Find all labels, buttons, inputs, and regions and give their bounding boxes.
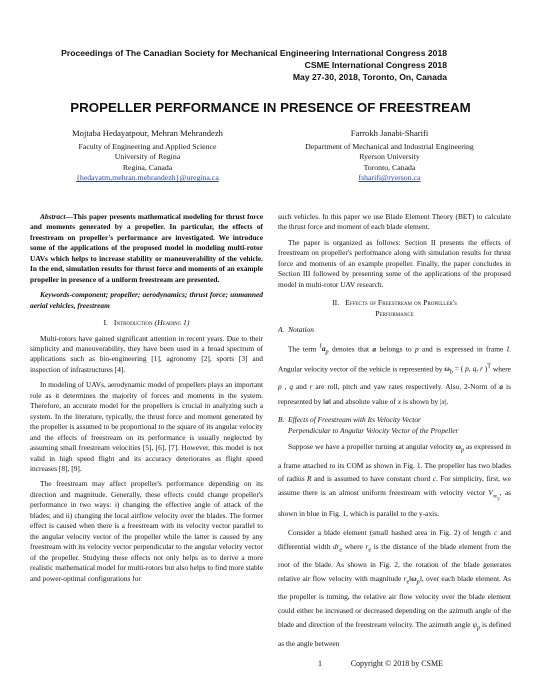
left-column [30, 212, 263, 584]
paper-title: PROPELLER PERFORMANCE IN PRESENCE OF FREESTREAM [70, 100, 471, 115]
author-department: Faculty of Engineering and Applied Science [78, 141, 217, 151]
blade-element-paragraph: Consider a blade element (small hashed area in Fig. 2) of length c and differential width $dr_e$ where $r_e$ is the distance of the blade element from the root of the blade. As shown in Fig. 2, the rotation of the blade generates relative air flow velocity with magnitude $r_e‖\omega_p‖$, over each blade element. As the propeller is turning, the relative air flow velocity over the blade element could either be increased or decreased depending on the azimuth angle of the blade and direction of the freestream velocity. The azimuth angle $\psi_p$ is defined as the angle between [278, 527, 511, 648]
author-city: Toronto, Canada [363, 162, 416, 172]
notation-paragraph: The term $^Ia_p$ denotes that a belongs to p and is expressed in frame I. Angular velocity vector of the vehicle is represented by $\omega_b$ = ( p, q, r )$^T$ where p , q and r are roll, pitch and yaw rates respectively. Also, 2-Norm of a is represented by ‖a‖ and absolute value of x is shown by |x|. [278, 343, 511, 406]
author-email-link[interactable]: {hedayatm,mehran.mehrandezh}@uregina.ca [76, 173, 219, 183]
right-column [278, 212, 511, 650]
keywords: Keywords-component; propeller; aerodynamics; thrust force; unmanned aerial vehicles, freestream [30, 290, 263, 310]
author-university: Ryerson University [359, 152, 420, 162]
date-location-line: May 27-30, 2018, Toronto, On, Canada [292, 72, 447, 82]
freestream-paragraph: Suppose we have a propeller turning at angular velocity $\omega_p$ as expressed in a frame attached to its COM as shown in Fig. 1. The propeller has two blades of radius R and is assumed to have constant chord c. For simplicity, first, we assume there is an almost uniform freestream with velocity vector $V_{\infty_y}$, as shown in blue in Fig. 1, which is parallel to the y-axis. [278, 442, 511, 518]
abstract [30, 212, 263, 285]
abstract-label: Abstract [40, 212, 66, 221]
page-number: 1 [318, 659, 322, 668]
subsection-heading-freestream: B. Effects of Freestream with Its Velocity Vector Perpendicular to Angular Velocity Vector of the Propeller [278, 415, 459, 435]
author-email-link[interactable]: fsharifi@ryerson.ca [358, 173, 421, 183]
intro-paragraph-continued: such vehicles. In this paper we use Blade Element Theory (BET) to calculate the thrust force and moment of each blade element. [278, 212, 511, 232]
author-department: Department of Mechanical and Industrial Engineering [305, 141, 474, 151]
organization-paragraph: The paper is organized as follows: Section II presents the effects of freestream on propeller's performance along with simulation results for thrust force and moments of an example propeller. Finally, the paper concludes in Section III followed by presenting some of the applications of the proposed model in multi-rotor UAV research. [278, 237, 511, 289]
congress-line: CSME International Congress 2018 [304, 60, 447, 70]
math-term: $^Ia_p$ [319, 343, 329, 356]
intro-paragraph: Multi-rotors have gained significant attention in recent years. Due to their simplicity and maneuverability, they have been used in a broad spectrum of applications such as bio-engineering [1], agronomy [2], sports [3] and inspection of infrastructures [4]. [30, 333, 263, 374]
author-block-right [272, 128, 507, 184]
math-omega-definition: $\omega_b$ = ( p, q, r )$^T$ [444, 363, 492, 376]
intro-paragraph: In modeling of UAVs, aerodynamic model of propellers plays an important role as it determines the majority of forces and moments in the system. Therefore, an accurate model for the propellers is crucial in analyzing such a system. In the literature, typically, the thrust force and moment generated by the propeller is assumed to be proportional to the square of its angular velocity and the effects of freestream on its performance is usually neglected by assuming small freestream velocities [5], [6], [7]. However, this model is not valid in high speed flight and its accuracy deteriorates as flight speed increases [8], [9]. [30, 380, 263, 473]
intro-paragraph: The freestream may affect propeller's performance depending on its direction and magnitude. Generally, these effects could change propeller's performance in two ways: i) changing the effective angle of attack of the blades; and ii) changing the local airflow velocity over the blades. The former effect is caused when there is a freestream with its velocity vector parallel to the angular velocity vector of the propeller while the latter is caused by any freestream with its velocity vector perpendicular to the angular velocity vector of the propeller. Studying these effects not only helps us to derive a more realistic mathematical model for multi-rotors but also helps to find more stable and power-optimal configurations for [30, 479, 263, 583]
author-names: Mojtaba Hedayatpour, Mehran Mehrandezh [72, 128, 223, 138]
conference-header [61, 47, 447, 83]
proceedings-line: Proceedings of The Canadian Society for Mechanical Engineering International Congress 2018 [61, 48, 447, 58]
author-university: University of Regina [114, 152, 181, 162]
author-names: Farrokh Janabi-Sharifi [350, 128, 429, 138]
subsection-heading-notation: A. Notation [278, 325, 314, 335]
section-heading-introduction: I. Introduction (Heading 1) [103, 318, 190, 328]
author-block-left [30, 128, 265, 184]
copyright-notice: Copyright © 2018 by CSME [350, 659, 443, 668]
section-heading-effects: II. Effects of Freestream on Propeller's Performance [332, 298, 457, 319]
abstract-text: —This paper presents mathematical modeling for thrust force and moments generated by a propeller. In particular, the effects of freestream on propeller's performance are investigated. We introduce some of the applications of the proposed model in modeling multi-rotor UAVs which helps to increase stability or maneuverability of the vehicle. In the end, simulation results for thrust force and moments of an example propeller in presence of a uniform freestream are presented. [30, 212, 263, 284]
author-city: Regina, Canada [122, 162, 173, 172]
